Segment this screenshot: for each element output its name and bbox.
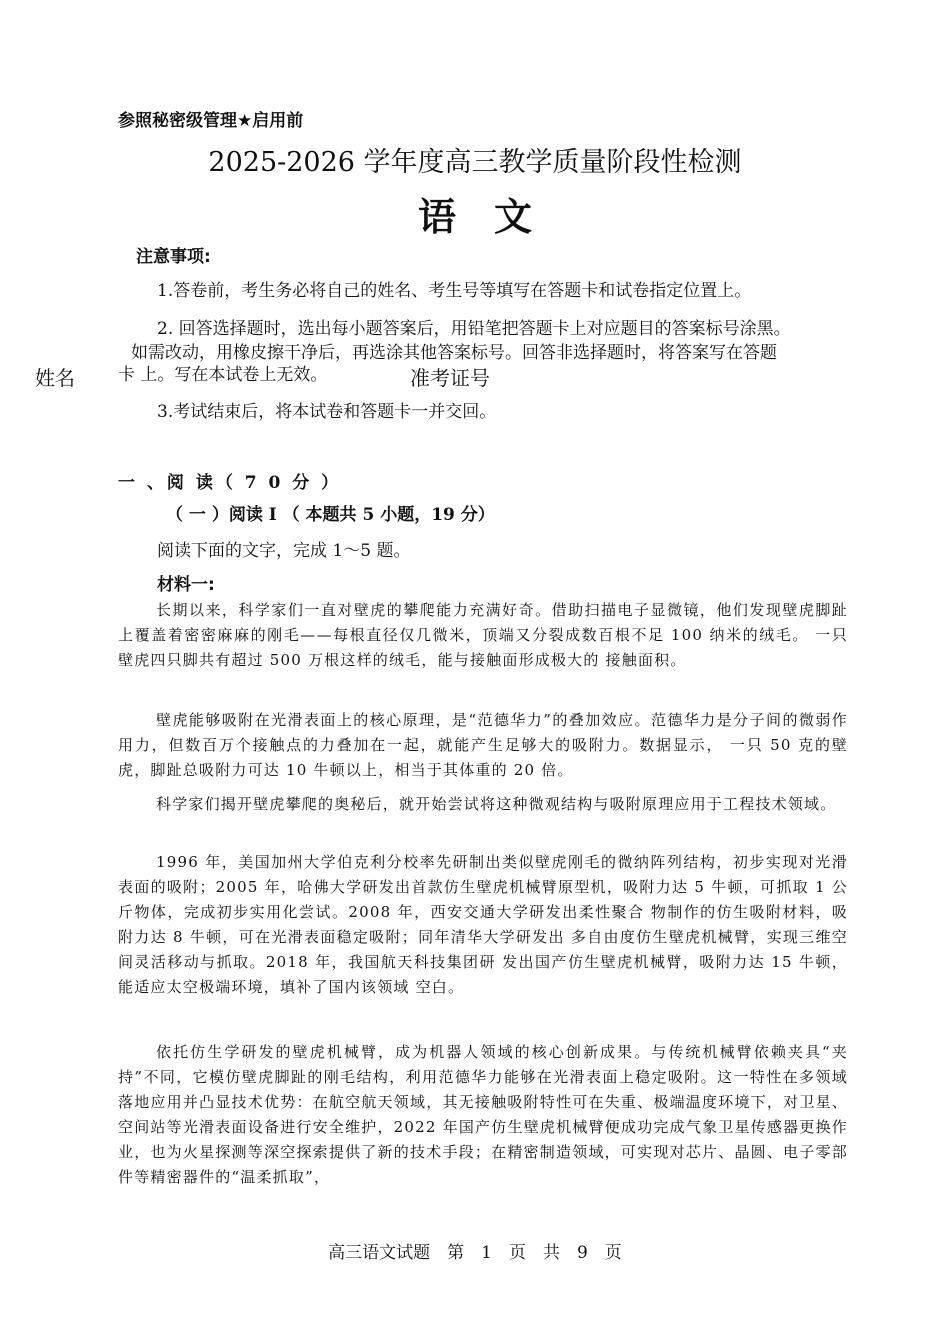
name-label: 姓名 [35,366,75,390]
paragraph-4: 1996 年，美国加州大学伯克利分校率先研制出类似壁虎刚毛的微纳阵列结构，初步实现对光滑表面的吸附；2005 年，哈佛大学研发出首款仿生壁虎机械臂原型机，吸附力达 5 牛顿，可抓取 1 公斤物体，完成初步实用化尝试。2008 年，西安交通大学研发出柔性聚合 物制作的仿生吸附材料，吸附力达 8 牛顿，可在光滑表面稳定吸附；同年清华大学研发出 多自由度仿生壁虎机械臂，实现三维空间灵活移动与抓取。2018 年，我国航天科技集团研 发出国产仿生壁虎机械臂，吸附力达 15 牛顿，能适应太空极端环境，填补了国内该领域 空白。 [118,853,848,996]
exam-title: 2025-2026 学年度高三教学质量阶段性检测 [208,147,742,178]
note-item-1: 1.答卷前，考生务必将自己的姓名、考生号等填写在答题卡和试卷指定位置上。 [157,281,752,301]
confidentiality-label: 参照秘密级管理★启用前 [118,111,304,131]
note-item-2-line-1: 2. 回答选择题时，选出每小题答案后，用铅笔把答题卡上对应题目的答案标号涂黑。 [157,319,791,339]
subsection-title: （ 一 ）阅读 I （ 本题共 5 小题，19 分） [166,505,495,525]
exam-number-label: 准考证号 [410,366,490,390]
paragraph-2: 壁虎能够吸附在光滑表面上的核心原理，是“范德华力”的叠加效应。范德华力是分子间的微弱作用力，但数百万个接触点的力叠加在一起，就能产生足够大的吸附力。数据显示， 一只 50 克的壁虎，脚趾总吸附力可达 10 牛顿以上，相当于其体重的 20 倍。 [118,711,848,779]
paragraph-5: 依托仿生学研发的壁虎机械臂，成为机器人领域的核心创新成果。与传统机械臂依赖夹具“夹持”不同，它模仿壁虎脚趾的刚毛结构，利用范德华力能够在光滑表面上稳定吸附。这一特性在多领域落地应用并凸显技术优势：在航空航天领域，其无接触吸附特性可在失重、极端温度环境下，对卫星、空间站等光滑表面设备进行安全维护，2022 年国产仿生壁虎机械臂便成功完成气象卫星传感器更换作业，也为火星探测等深空探索提供了新的技术手段；在精密制造领域，可实现对芯片、晶圆、电子零部件等精密器件的“温柔抓取”， [118,1043,848,1186]
page-footer: 高三语文试题 第 1 页 共 9 页 [328,1243,622,1263]
paragraph-1: 长期以来，科学家们一直对壁虎的攀爬能力充满好奇。借助扫描电子显微镜，他们发现壁虎脚趾上覆盖着密密麻麻的刚毛——每根直径仅几微米，顶端又分裂成数百根不足 100 纳米的绒毛。 一只壁虎四只脚共有超过 500 万根这样的绒毛，能与接触面形成极大的 接触面积。 [118,601,848,669]
material-label: 材料一: [157,575,215,595]
section-title: 一 、阅 读（ 7 0 分 ） [118,473,342,493]
note-item-2-line-2: 如需改动，用橡皮擦干净后，再选涂其他答案标号。回答非选择题时，将答案写在答题 [131,343,777,363]
paragraph-3: 科学家们揭开壁虎攀爬的奥秘后，就开始尝试将这种微观结构与吸附原理应用于工程技术领域。 [156,795,837,813]
subject-title: 语文 [417,194,570,239]
notes-heading: 注意事项: [136,247,211,267]
note-item-2-line-3: 卡 上。写在本试卷上无效。 [118,365,328,385]
note-item-3: 3.考试结束后，将本试卷和答题卡一并交回。 [157,402,497,422]
reading-instruction: 阅读下面的文字，完成 1～5 题。 [157,541,411,561]
